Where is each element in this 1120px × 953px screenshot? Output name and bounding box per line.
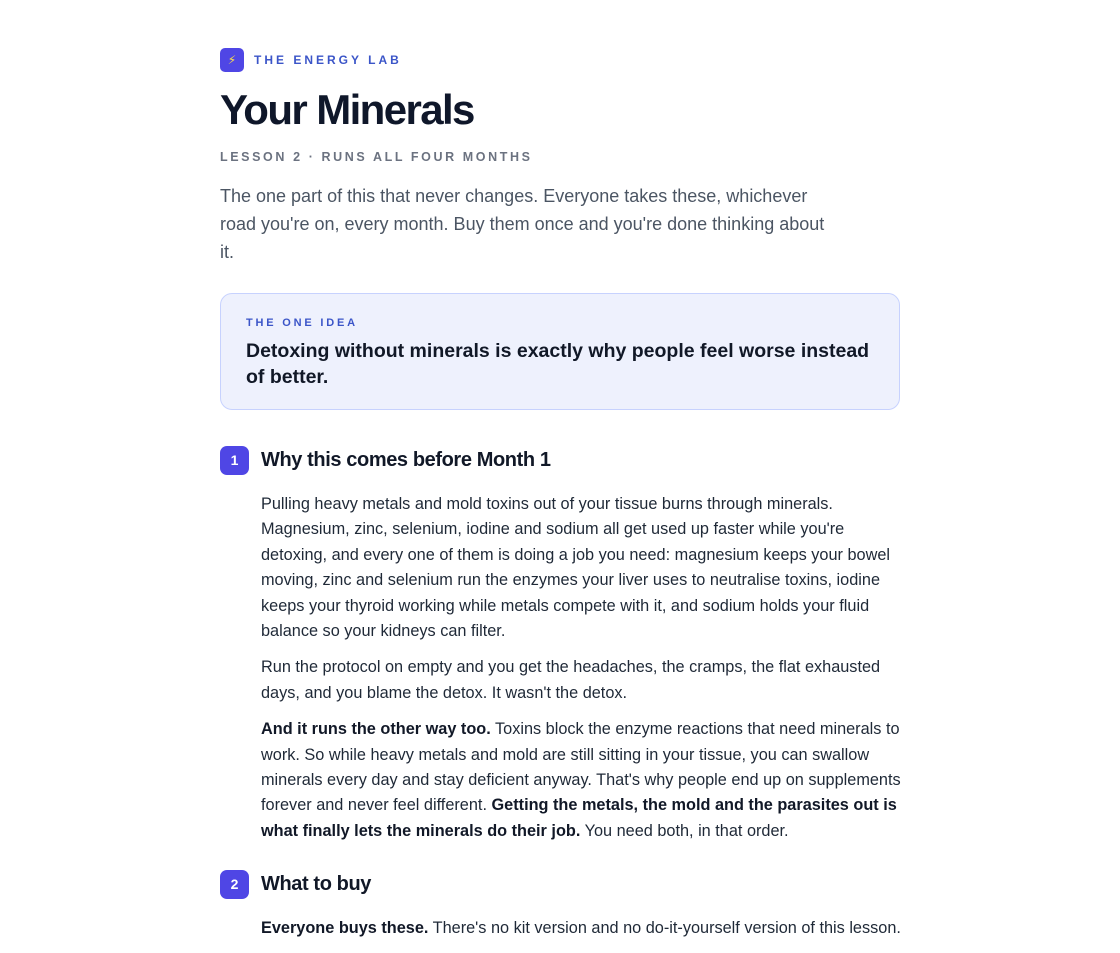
callout-label: THE ONE IDEA	[246, 317, 358, 329]
section-title: Why this comes before Month 1	[261, 448, 551, 471]
page-title: Your Minerals	[220, 86, 474, 133]
paragraph	[261, 655, 901, 706]
brand-header	[220, 47, 900, 72]
paragraph-text: Pulling heavy metals and mold toxins out of your tissue burns through minerals. Magnesium, zinc, selenium, iodine and sodium all get used up faster while you're detoxing, and every one of them is doing a job you need: magnesium keeps your bowel moving, zinc and selenium run the enzymes your liver uses to neutralise toxins, iodine keeps your thyroid working while metals compete with it, and sodium holds your fluid balance so your kidneys can filter.	[261, 495, 891, 641]
intro-text: The one part of this that never changes. Everyone takes these, whichever road you're on, every month. Buy them once and you're done thinking about it.	[220, 186, 825, 262]
section-number-badge: 1	[220, 446, 249, 475]
paragraph	[261, 717, 901, 844]
brand-name: THE ENERGY LAB	[254, 52, 402, 67]
paragraph-text: There's no kit version and no do-it-yourself version of this lesson.	[428, 919, 901, 938]
callout-text: Detoxing without minerals is exactly why people feel worse instead of better.	[246, 340, 870, 388]
lesson-meta: LESSON 2 · RUNS ALL FOUR MONTHS	[220, 150, 533, 164]
section-what-to-buy	[220, 869, 900, 941]
paragraph-lead: And it runs the other way too.	[261, 720, 491, 739]
paragraph	[261, 492, 901, 644]
lightning-bolt-icon: ⚡	[220, 48, 244, 72]
section-body	[261, 916, 901, 941]
paragraph	[261, 916, 901, 941]
section-number-badge: 2	[220, 870, 249, 899]
section-why-before-month-1	[220, 445, 900, 844]
paragraph-emphasis: Getting the metals, the mold and the parasites out is what finally lets the minerals do their job.	[261, 796, 897, 840]
section-body	[261, 492, 901, 844]
section-header	[220, 869, 900, 899]
paragraph-tail: You need both, in that order.	[580, 821, 789, 840]
paragraph-text: Toxins block the enzyme reactions that need minerals to work. So while heavy metals and mold are still sitting in your tissue, you can swallow minerals every day and stay deficient anyway. That's why people end up on supplements forever and never feel different.	[261, 720, 901, 815]
section-title: What to buy	[261, 872, 372, 895]
paragraph-text: Run the protocol on empty and you get the headaches, the cramps, the flat exhausted days, and you blame the detox. It wasn't the detox.	[261, 658, 881, 702]
lesson-page	[220, 47, 900, 953]
one-idea-callout	[220, 293, 900, 410]
section-header	[220, 445, 900, 475]
paragraph-lead: Everyone buys these.	[261, 919, 429, 938]
